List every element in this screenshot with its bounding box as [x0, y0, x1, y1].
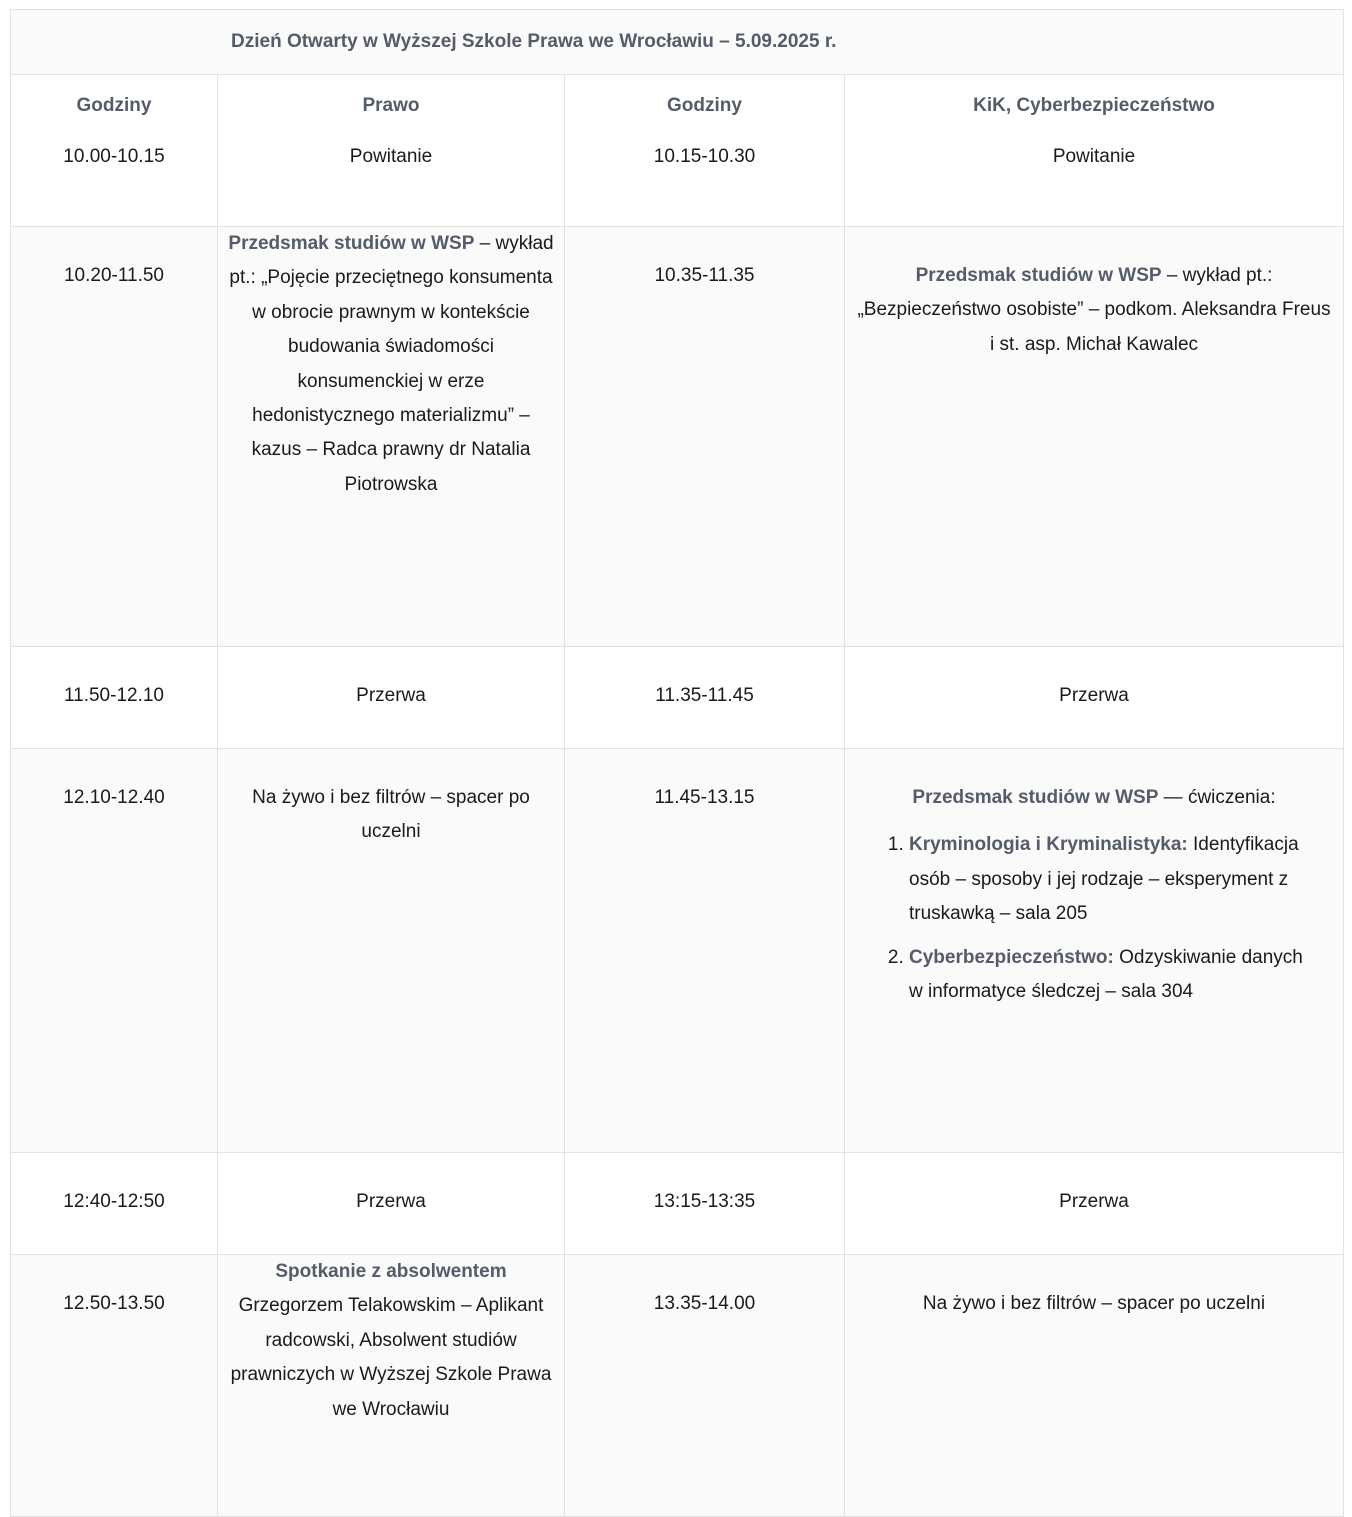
event-highlight: Przedsmak studiów w WSP	[228, 233, 475, 254]
list-item	[909, 828, 1311, 931]
column-header-kik: KiK, Cyberbezpieczeństwo	[973, 95, 1215, 116]
item-highlight: Cyberbezpieczeństwo:	[909, 946, 1114, 968]
event-description: – wykład pt.: „Pojęcie przeciętnego konsumenta w obrocie prawnym w kontekście budowania świadomości konsumenckiej w erze hedonistycznego materializmu” – kazus – Radca prawny dr Natalia Piotrowska	[229, 233, 554, 495]
cell-prawo: Na żywo i bez filtrów – spacer po uczelni	[218, 749, 565, 1153]
cell-kik: Przerwa	[845, 1153, 1344, 1255]
event-highlight: Przedsmak studiów w WSP	[915, 265, 1162, 286]
table-row	[11, 75, 1344, 227]
cell-kik: Przerwa	[845, 647, 1344, 749]
exercises-list	[857, 828, 1331, 1009]
column-header-hours-left: Godziny	[76, 95, 152, 116]
cell-time-left: 12:40-12:50	[11, 1153, 218, 1255]
cell-time-right: 11.35-11.45	[565, 647, 845, 749]
event-description: Grzegorzem Telakowskim – Aplikant radcowski, Absolwent studiów prawniczych w Wyższej Szkole Prawa we Wrocławiu	[230, 1295, 552, 1420]
column-header-hours-right: Godziny	[667, 95, 742, 116]
kik-text: Powitanie	[1052, 146, 1136, 168]
cell-time-left: 12.50-13.50	[11, 1255, 218, 1517]
column-header-prawo: Prawo	[362, 95, 420, 116]
table-row	[11, 227, 1344, 647]
schedule-table	[10, 9, 1344, 1517]
cell-time-right	[565, 75, 845, 227]
cell-prawo	[218, 1255, 565, 1517]
table-title: Dzień Otwarty w Wyższej Szkole Prawa we Wrocławiu – 5.09.2025 r.	[11, 10, 1344, 75]
title-row	[11, 10, 1344, 75]
cell-time-right: 11.45-13.15	[565, 749, 845, 1153]
cell-prawo: Przerwa	[218, 647, 565, 749]
cell-time-right: 13:15-13:35	[565, 1153, 845, 1255]
cell-prawo: Przerwa	[218, 1153, 565, 1255]
cell-time-left: 11.50-12.10	[11, 647, 218, 749]
table-row	[11, 647, 1344, 749]
time-left: 10.00-10.15	[63, 146, 165, 168]
cell-kik	[845, 227, 1344, 647]
exercises-intro	[857, 781, 1331, 815]
event-highlight: Przedsmak studiów w WSP	[912, 787, 1159, 808]
event-description: – wykład pt.: „Bezpieczeństwo osobiste” – podkom. Aleksandra Freus i st. asp. Michał Kawalec	[857, 265, 1331, 355]
event-highlight: Spotkanie z absolwentem	[275, 1261, 507, 1282]
cell-time-left: 12.10-12.40	[11, 749, 218, 1153]
table-row	[11, 1153, 1344, 1255]
event-description: — ćwiczenia:	[1158, 787, 1276, 808]
item-description: Odzyskiwanie danych w informatyce śledczej – sala 304	[909, 946, 1303, 1003]
prawo-text: Powitanie	[349, 146, 433, 168]
cell-kik	[845, 75, 1344, 227]
cell-kik	[845, 749, 1344, 1153]
item-highlight: Kryminologia i Kryminalistyka:	[909, 834, 1188, 856]
cell-time-right: 10.35-11.35	[565, 227, 845, 647]
cell-time-right: 13.35-14.00	[565, 1255, 845, 1517]
item-description: Identyfikacja osób – sposoby i jej rodzaje – eksperyment z truskawką – sala 205	[909, 834, 1299, 925]
cell-prawo	[218, 227, 565, 647]
table-row	[11, 749, 1344, 1153]
cell-prawo	[218, 75, 565, 227]
cell-time-left: 10.20-11.50	[11, 227, 218, 647]
cell-time-left	[11, 75, 218, 227]
time-right: 10.15-10.30	[653, 146, 756, 168]
table-row	[11, 1255, 1344, 1517]
cell-kik: Na żywo i bez filtrów – spacer po uczelni	[845, 1255, 1344, 1517]
list-item	[909, 941, 1311, 1010]
